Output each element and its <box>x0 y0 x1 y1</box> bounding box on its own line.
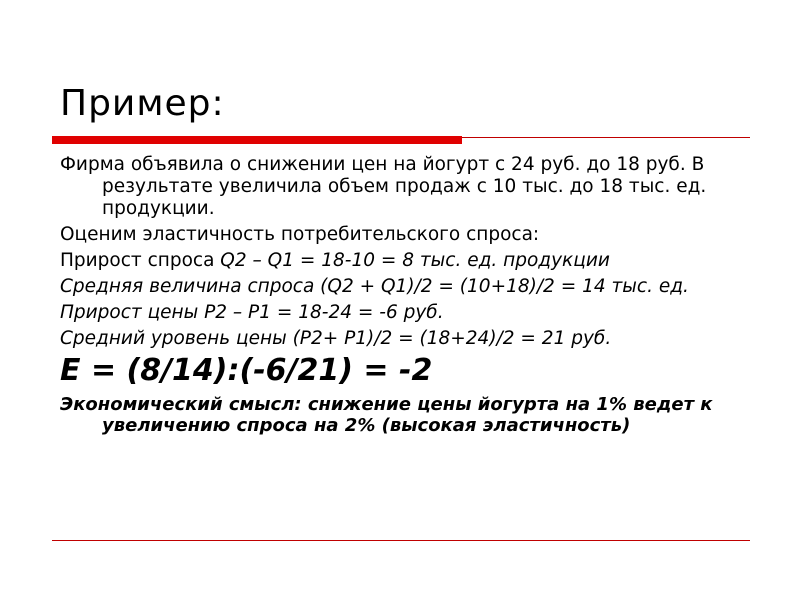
slide-body <box>60 154 750 440</box>
task-statement: Оценим эластичность потребительского спроса: <box>60 224 540 245</box>
demand-increase-line <box>60 250 750 272</box>
demand-increase-formula: Q2 – Q1 = 18-10 = 8 тыс. ед. продукции <box>220 250 610 271</box>
average-demand-line: Средняя величина спроса (Q2 + Q1)/2 = (10+18)/2 = 14 тыс. ед. <box>60 276 689 297</box>
elasticity-formula: E = (8/14):(-6/21) = -2 <box>60 353 433 388</box>
demand-increase-label: Прирост спроса <box>60 250 221 271</box>
price-change-line: Прирост цены P2 – P1 = 18-24 = -6 руб. <box>60 302 444 323</box>
slide-title: Пример: <box>60 83 225 124</box>
average-price-line: Средний уровень цены (P2+ P1)/2 = (18+24)/2 = 21 руб. <box>60 328 612 349</box>
footer-divider <box>52 540 750 541</box>
problem-statement: Фирма объявила о снижении цен на йогурт с 24 руб. до 18 руб. В результате увеличила объем продаж с 10 тыс. до 18 тыс. ед. продукции. <box>60 154 707 219</box>
title-divider-accent <box>52 136 462 144</box>
economic-meaning: Экономический смысл: снижение цены йогурта на 1% ведет к увеличению спроса на 2% (высокая эластичность) <box>60 394 713 436</box>
